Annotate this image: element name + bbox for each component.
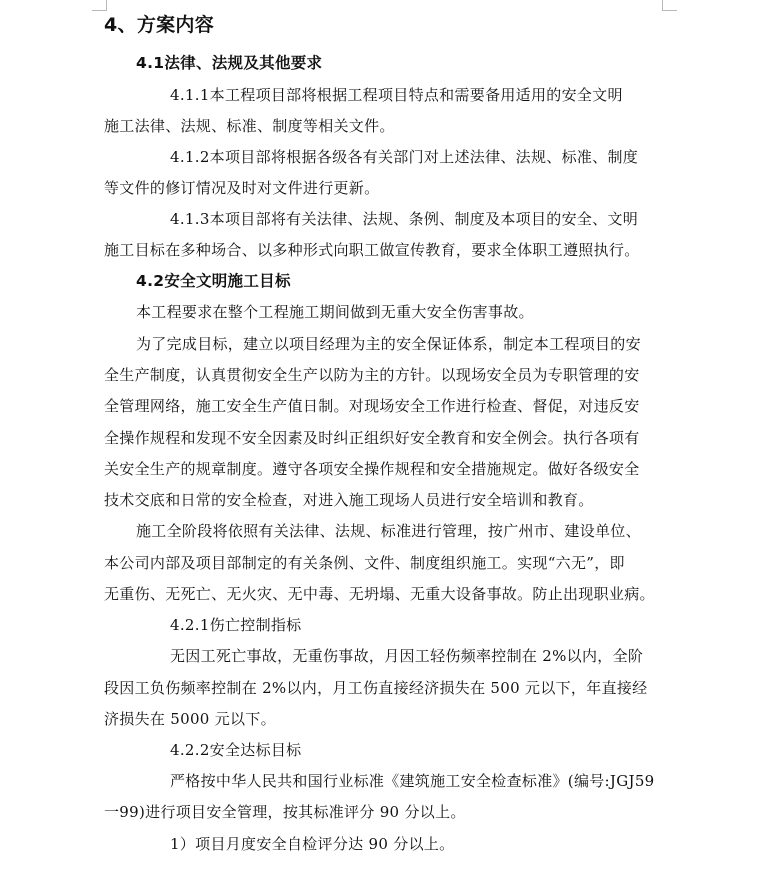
paragraph-line: 4.1.3本项目部将有关法律、法规、条例、制度及本项目的安全、文明 [170, 210, 639, 228]
paragraph-line: 无因工死亡事故，无重伤事故，月因工轻伤频率控制在 2%以内，全阶 [170, 647, 644, 665]
paragraph-line: 一99)进行项目安全管理，按其标准评分 90 分以上。 [104, 803, 466, 821]
subsection-heading-4-2-2: 4.2.2安全达标目标 [170, 741, 302, 759]
paragraph-line: 4.1.1本工程项目部将根据工程项目特点和需要备用适用的安全文明 [170, 86, 623, 104]
paragraph-line: 本工程要求在整个工程施工期间做到无重大安全伤害事故。 [136, 303, 534, 321]
paragraph-line: 严格按中华人民共和国行业标准《建筑施工安全检查标准》(编号:JGJ59 [170, 772, 655, 790]
subsection-heading-4-2-1: 4.2.1伤亡控制指标 [170, 616, 302, 634]
paragraph-line: 全管理网络，施工安全生产值日制。对现场安全工作进行检查、督促，对违反安 [104, 397, 640, 415]
section-heading-4-2: 4.2安全文明施工目标 [136, 272, 291, 290]
paragraph-line: 为了完成目标，建立以项目经理为主的安全保证体系，制定本工程项目的安 [136, 335, 641, 353]
page-corner-mark-right [662, 0, 677, 11]
section-heading-4: 4、方案内容 [104, 14, 215, 36]
paragraph-line: 技术交底和日常的安全检查，对进入施工现场人员进行安全培训和教育。 [104, 491, 594, 509]
paragraph-line: 等文件的修订情况及时对文件进行更新。 [104, 179, 380, 197]
paragraph-line: 济损失在 5000 元以下。 [104, 710, 276, 728]
paragraph-line: 本公司内部及项目部制定的有关条例、文件、制度组织施工。实现“六无”，即 [104, 554, 625, 572]
paragraph-line: 4.1.2本项目部将根据各级各有关部门对上述法律、法规、标准、制度 [170, 148, 639, 166]
paragraph-line: 段因工负伤频率控制在 2%以内，月工伤直接经济损失在 500 元以下，年直接经 [104, 679, 648, 697]
paragraph-line: 全生产制度，认真贯彻安全生产以防为主的方针。以现场安全员为专职管理的安 [104, 366, 640, 384]
paragraph-line: 无重伤、无死亡、无火灾、无中毒、无坍塌、无重大设备事故。防止出现职业病。 [104, 585, 655, 603]
paragraph-line: 施工法律、法规、标准、制度等相关文件。 [104, 117, 395, 135]
paragraph-line: 关安全生产的规章制度。遵守各项安全操作规程和安全措施规定。做好各级安全 [104, 460, 640, 478]
list-item: 1）项目月度安全自检评分达 90 分以上。 [170, 835, 455, 853]
page-corner-mark-left [92, 0, 107, 11]
paragraph-line: 施工全阶段将依照有关法律、法规、标准进行管理，按广州市、建设单位、 [136, 522, 641, 540]
section-heading-4-1: 4.1法律、法规及其他要求 [136, 54, 323, 72]
paragraph-line: 全操作规程和发现不安全因素及时纠正组织好安全教育和安全例会。执行各项有 [104, 429, 640, 447]
paragraph-line: 施工目标在多种场合、以多种形式向职工做宣传教育，要求全体职工遵照执行。 [104, 241, 640, 259]
